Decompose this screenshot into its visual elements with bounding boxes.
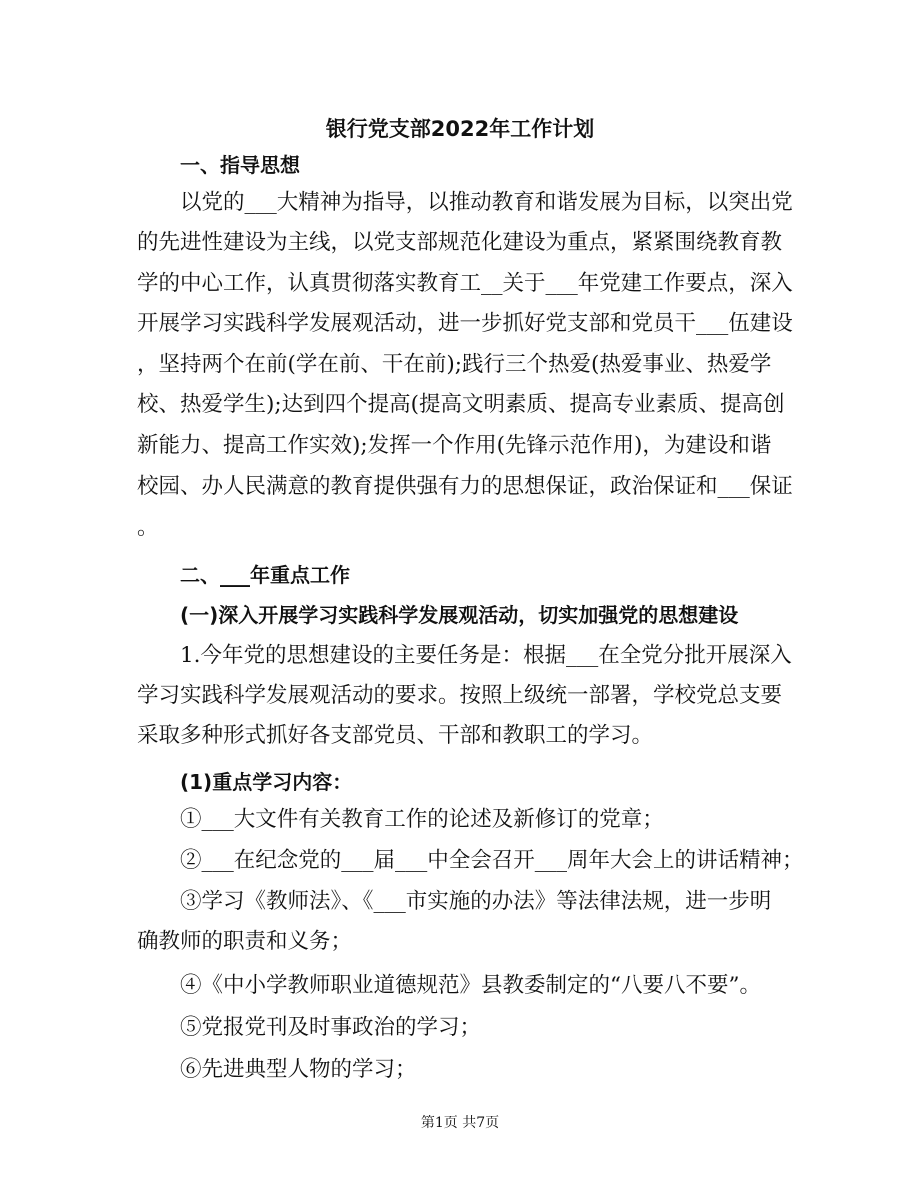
study-list-item: ③学习《教师法》、《___市实施的办法》等法律法规，进一步明 xyxy=(180,889,772,914)
paragraph-line: 采取多种形式抓好各支部党员、干部和教职工的学习。 xyxy=(137,723,654,748)
study-list-item: ④《中小学教师职业道德规范》县教委制定的“八要八不要”。 xyxy=(180,973,761,998)
document-title: 银行党支部2022年工作计划 xyxy=(325,117,595,141)
study-content-heading: (1)重点学习内容： xyxy=(180,770,353,794)
study-list-item-continuation: 确教师的职责和义务； xyxy=(137,929,353,954)
section-heading-guiding-ideology: 一、指导思想 xyxy=(180,153,300,177)
paragraph-line: 。 xyxy=(137,515,159,540)
paragraph-line: 开展学习实践科学发展观活动，进一步抓好党支部和党员干___伍建设 xyxy=(137,311,793,336)
study-list-item: ⑥先进典型人物的学习； xyxy=(180,1057,417,1082)
paragraph-line: 新能力、提高工作实效);发挥一个作用(先锋示范作用)，为建设和谐 xyxy=(137,433,772,458)
paragraph-line: 学习实践科学发展观活动的要求。按照上级统一部署，学校党总支要 xyxy=(137,683,783,708)
paragraph-line: 校、热爱学生);达到四个提高(提高文明素质、提高专业素质、提高创 xyxy=(137,392,785,417)
paragraph-line: 1.今年党的思想建设的主要任务是：根据___在全党分批开展深入 xyxy=(180,643,792,668)
paragraph-line: ，坚持两个在前(学在前、干在前);践行三个热爱(热爱事业、热爱学 xyxy=(137,352,772,377)
subsection-heading: (一)深入开展学习实践科学发展观活动，切实加强党的思想建设 xyxy=(180,603,739,627)
paragraph-line: 学的中心工作，认真贯彻落实教育工__关于___年党建工作要点，深入 xyxy=(137,271,793,296)
page-number-footer: 第1页 共7页 xyxy=(420,1115,500,1131)
study-list-item: ⑤党报党刊及时事政治的学习； xyxy=(180,1015,482,1040)
paragraph-line: 校园、办人民满意的教育提供强有力的思想保证，政治保证和___保证 xyxy=(137,474,793,499)
section-heading-key-work: 二、___年重点工作 xyxy=(180,563,350,587)
paragraph-line: 以党的___大精神为指导，以推动教育和谐发展为目标，以突出党 xyxy=(180,190,793,215)
paragraph-line: 的先进性建设为主线，以党支部规范化建设为重点，紧紧围绕教育教 xyxy=(137,230,783,255)
study-list-item: ①___大文件有关教育工作的论述及新修订的党章； xyxy=(180,807,664,832)
study-list-item: ②___在纪念党的___届___中全会召开___周年大会上的讲话精神； xyxy=(180,848,804,873)
